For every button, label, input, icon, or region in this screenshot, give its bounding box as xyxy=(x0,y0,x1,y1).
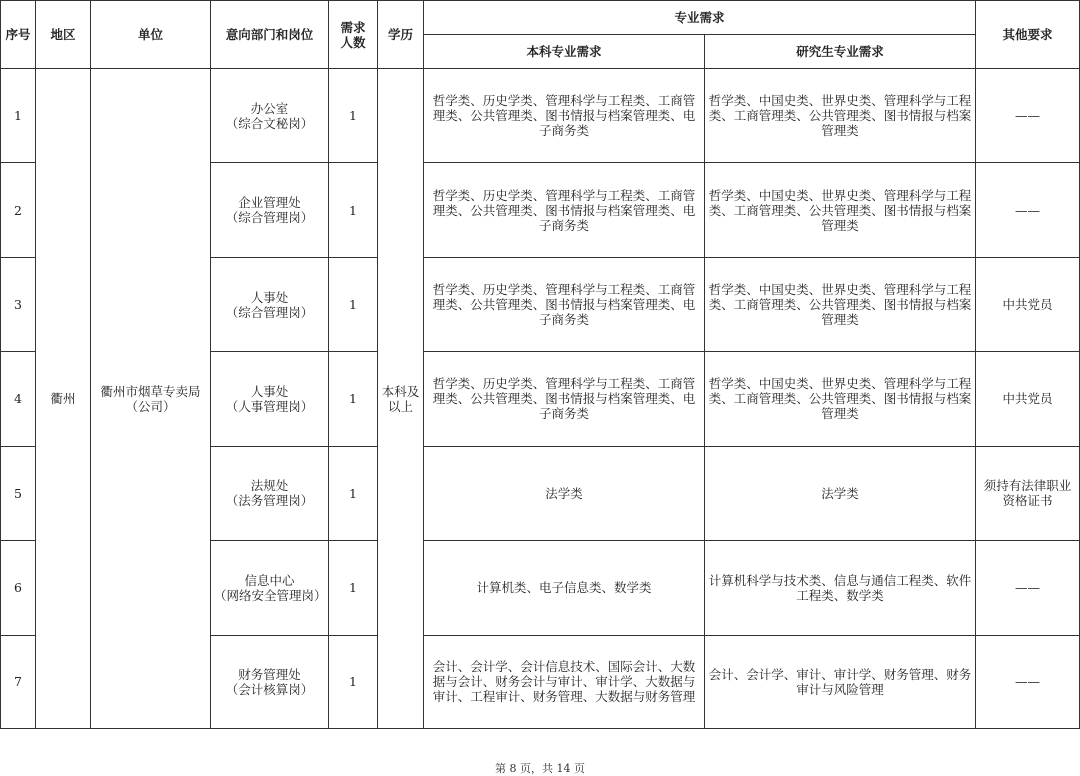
position-cell: 企业管理处 （综合管理岗） xyxy=(211,163,329,257)
undergrad-cell: 会计、会计学、会计信息技术、国际会计、大数据与会计、财务会计与审计、审计学、大数据与审计、工程审计、财务管理、大数据与财务管理 xyxy=(424,635,705,728)
undergrad-cell: 哲学类、历史学类、管理科学与工程类、工商管理类、公共管理类、图书情报与档案管理类、电子商务类 xyxy=(424,352,705,446)
count-cell: 1 xyxy=(329,541,378,635)
row-index: 5 xyxy=(1,446,36,540)
undergrad-cell: 法学类 xyxy=(424,446,705,540)
position-cell: 财务管理处 （会计核算岗） xyxy=(211,635,329,728)
graduate-cell: 哲学类、中国史类、世界史类、管理科学与工程类、工商管理类、公共管理类、图书情报与档案管理类 xyxy=(705,257,976,351)
count-cell: 1 xyxy=(329,69,378,163)
graduate-cell: 计算机科学与技术类、信息与通信工程类、软件工程类、数学类 xyxy=(705,541,976,635)
header-region: 地区 xyxy=(36,1,91,69)
header-unit: 单位 xyxy=(91,1,211,69)
other-cell: 须持有法律职业资格证书 xyxy=(976,446,1080,540)
education-cell: 本科及 以上 xyxy=(378,69,424,729)
graduate-cell: 哲学类、中国史类、世界史类、管理科学与工程类、工商管理类、公共管理类、图书情报与档案管理类 xyxy=(705,69,976,163)
header-index: 序号 xyxy=(1,1,36,69)
row-index: 6 xyxy=(1,541,36,635)
position-cell: 办公室 （综合文秘岗） xyxy=(211,69,329,163)
header-count: 需求 人数 xyxy=(329,1,378,69)
row-index: 7 xyxy=(1,635,36,728)
page-footer: 第 8 页，共 14 页 xyxy=(495,762,585,775)
undergrad-cell: 哲学类、历史学类、管理科学与工程类、工商管理类、公共管理类、图书情报与档案管理类、电子商务类 xyxy=(424,69,705,163)
header-education: 学历 xyxy=(378,1,424,69)
header-major-group: 专业需求 xyxy=(424,1,976,35)
count-cell: 1 xyxy=(329,352,378,446)
other-cell: 中共党员 xyxy=(976,352,1080,446)
undergrad-cell: 哲学类、历史学类、管理科学与工程类、工商管理类、公共管理类、图书情报与档案管理类、电子商务类 xyxy=(424,163,705,257)
count-cell: 1 xyxy=(329,163,378,257)
graduate-cell: 法学类 xyxy=(705,446,976,540)
position-cell: 人事处 （综合管理岗） xyxy=(211,257,329,351)
other-cell: —— xyxy=(976,69,1080,163)
row-index: 4 xyxy=(1,352,36,446)
position-cell: 法规处 （法务管理岗） xyxy=(211,446,329,540)
region-cell: 衢州 xyxy=(36,69,91,729)
other-cell: —— xyxy=(976,163,1080,257)
graduate-cell: 会计、会计学、审计、审计学、财务管理、财务审计与风险管理 xyxy=(705,635,976,728)
row-index: 1 xyxy=(1,69,36,163)
header-position: 意向部门和岗位 xyxy=(211,1,329,69)
count-cell: 1 xyxy=(329,635,378,728)
count-cell: 1 xyxy=(329,257,378,351)
position-cell: 信息中心 （网络安全管理岗） xyxy=(211,541,329,635)
graduate-cell: 哲学类、中国史类、世界史类、管理科学与工程类、工商管理类、公共管理类、图书情报与档案管理类 xyxy=(705,163,976,257)
table-row xyxy=(1,69,1080,163)
header-undergrad: 本科专业需求 xyxy=(424,35,705,69)
count-cell: 1 xyxy=(329,446,378,540)
row-index: 2 xyxy=(1,163,36,257)
other-cell: 中共党员 xyxy=(976,257,1080,351)
header-other: 其他要求 xyxy=(976,1,1080,69)
other-cell: —— xyxy=(976,541,1080,635)
graduate-cell: 哲学类、中国史类、世界史类、管理科学与工程类、工商管理类、公共管理类、图书情报与档案管理类 xyxy=(705,352,976,446)
row-index: 3 xyxy=(1,257,36,351)
unit-cell: 衢州市烟草专卖局 （公司） xyxy=(91,69,211,729)
undergrad-cell: 哲学类、历史学类、管理科学与工程类、工商管理类、公共管理类、图书情报与档案管理类、电子商务类 xyxy=(424,257,705,351)
other-cell: —— xyxy=(976,635,1080,728)
header-graduate: 研究生专业需求 xyxy=(705,35,976,69)
undergrad-cell: 计算机类、电子信息类、数学类 xyxy=(424,541,705,635)
position-cell: 人事处 （人事管理岗） xyxy=(211,352,329,446)
